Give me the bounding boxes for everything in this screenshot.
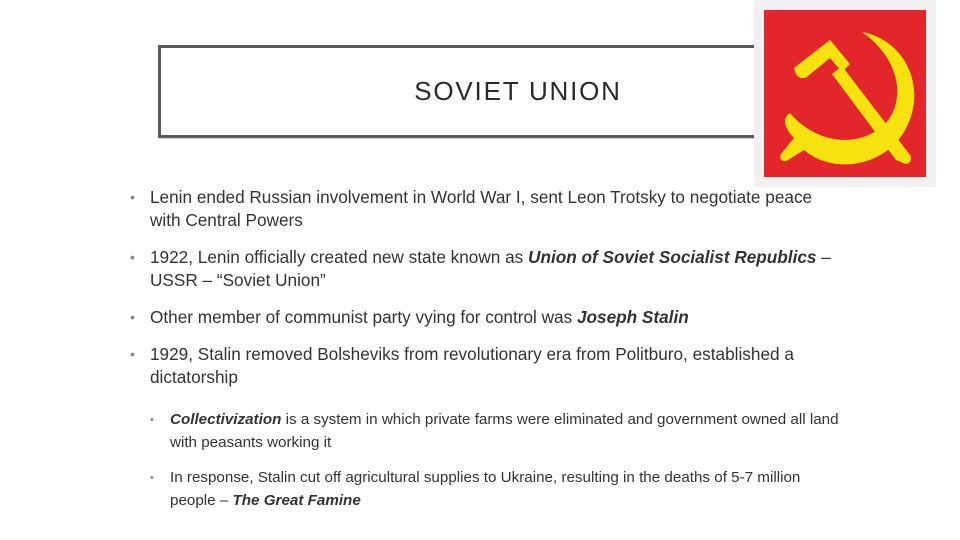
hammer-and-sickle-icon [764, 10, 926, 177]
emphasized-term: Joseph Stalin [576, 307, 689, 327]
bullet-marker: • [130, 346, 135, 362]
bullet-item [130, 246, 840, 292]
emphasized-term: The Great Famine [232, 491, 361, 509]
sub-bullet-item [130, 467, 840, 512]
bullet-marker: • [150, 472, 154, 484]
bullet-marker: • [130, 249, 135, 265]
sub-bullet-item [130, 409, 840, 454]
slide-body [130, 186, 840, 525]
emphasized-term: Union of Soviet Socialist Republics [528, 247, 817, 267]
bullet-text: In response, Stalin cut off agricultural supplies to Ukraine, resulting in the deaths of 5-7 million people – [170, 469, 801, 509]
bullet-item [130, 186, 840, 232]
bullet-item [130, 306, 840, 329]
title-box [158, 45, 808, 138]
bullet-text: 1922, Lenin officially created new state known as [150, 247, 529, 267]
bullet-text: – USSR – “Soviet Union” [150, 247, 831, 290]
bullet-marker: • [130, 309, 135, 325]
slide-title: SOVIET UNION [414, 76, 622, 106]
bullet-item [130, 343, 840, 389]
emphasized-term: Collectivization [170, 411, 282, 428]
bullet-text: 1929, Stalin removed Bolsheviks from revolutionary era from Politburo, established a dictatorship [150, 344, 794, 387]
bullet-text: is a system in which private farms were eliminated and government owned all land with peasants working it [170, 411, 839, 451]
bullet-marker: • [150, 414, 154, 426]
bullet-marker: • [130, 189, 135, 205]
flag-image-frame [754, 0, 936, 187]
bullet-text: Other member of communist party vying for control was [150, 307, 577, 327]
bullet-text: Lenin ended Russian involvement in World War I, sent Leon Trotsky to negotiate peace with Central Powers [150, 187, 813, 230]
